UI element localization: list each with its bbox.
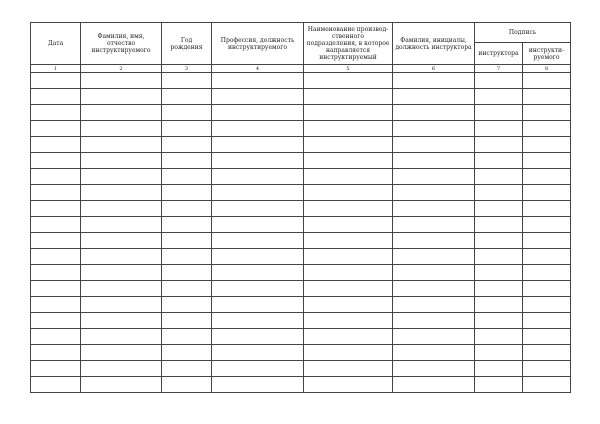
table-cell[interactable] — [393, 233, 475, 249]
header-subdivision: Наименование производ-ственного подразделения, в которое направляется инструктируемый — [304, 23, 393, 65]
table-cell[interactable] — [523, 249, 571, 265]
table-cell[interactable] — [393, 73, 475, 89]
table-cell[interactable] — [162, 313, 212, 329]
table-cell[interactable] — [162, 233, 212, 249]
table-cell[interactable] — [475, 281, 523, 297]
table-cell[interactable] — [393, 361, 475, 377]
table-cell[interactable] — [523, 89, 571, 105]
table-row — [31, 137, 571, 153]
table-cell[interactable] — [212, 217, 304, 233]
table-cell[interactable] — [81, 377, 162, 393]
table-row — [31, 377, 571, 393]
table-cell[interactable] — [523, 185, 571, 201]
table-cell[interactable] — [523, 201, 571, 217]
table-cell[interactable] — [31, 249, 81, 265]
header-trainee-name: Фамилия, имя, отчество инструктируемого — [81, 23, 162, 65]
table-cell[interactable] — [162, 121, 212, 137]
table-cell[interactable] — [212, 153, 304, 169]
table-cell[interactable] — [81, 249, 162, 265]
table-cell[interactable] — [31, 201, 81, 217]
table-cell[interactable] — [393, 89, 475, 105]
table-cell[interactable] — [393, 265, 475, 281]
table-cell[interactable] — [162, 281, 212, 297]
table-cell[interactable] — [212, 361, 304, 377]
table-row — [31, 281, 571, 297]
table-cell[interactable] — [475, 169, 523, 185]
table-cell[interactable] — [31, 185, 81, 201]
table-cell[interactable] — [475, 105, 523, 121]
column-number: 4 — [212, 65, 304, 73]
table-row — [31, 169, 571, 185]
table-cell[interactable] — [304, 361, 393, 377]
table-row — [31, 105, 571, 121]
table-cell[interactable] — [81, 329, 162, 345]
table-row — [31, 121, 571, 137]
table-cell[interactable] — [81, 265, 162, 281]
table-cell[interactable] — [475, 153, 523, 169]
table-cell[interactable] — [523, 105, 571, 121]
table-cell[interactable] — [475, 121, 523, 137]
table-cell[interactable] — [475, 73, 523, 89]
table-cell[interactable] — [31, 137, 81, 153]
table-cell[interactable] — [475, 345, 523, 361]
table-cell[interactable] — [393, 345, 475, 361]
table-cell[interactable] — [304, 121, 393, 137]
table-cell[interactable] — [393, 153, 475, 169]
table-cell[interactable] — [523, 361, 571, 377]
table-cell[interactable] — [304, 265, 393, 281]
table-cell[interactable] — [81, 153, 162, 169]
table-cell[interactable] — [475, 265, 523, 281]
table-cell[interactable] — [81, 233, 162, 249]
table-cell[interactable] — [304, 89, 393, 105]
table-cell[interactable] — [304, 233, 393, 249]
header-signature: Подпись — [475, 23, 571, 43]
table-cell[interactable] — [31, 313, 81, 329]
column-number: 8 — [523, 65, 571, 73]
table-cell[interactable] — [304, 313, 393, 329]
table-cell[interactable] — [212, 313, 304, 329]
table-cell[interactable] — [523, 233, 571, 249]
table-cell[interactable] — [523, 73, 571, 89]
table-cell[interactable] — [523, 297, 571, 313]
table-cell[interactable] — [212, 73, 304, 89]
table-cell[interactable] — [304, 137, 393, 153]
table-cell[interactable] — [523, 345, 571, 361]
table-cell[interactable] — [162, 73, 212, 89]
table-cell[interactable] — [393, 297, 475, 313]
column-number: 5 — [304, 65, 393, 73]
table-cell[interactable] — [31, 169, 81, 185]
table-cell[interactable] — [31, 233, 81, 249]
table-cell[interactable] — [81, 121, 162, 137]
table-cell[interactable] — [212, 201, 304, 217]
table-row — [31, 329, 571, 345]
table-cell[interactable] — [31, 345, 81, 361]
table-cell[interactable] — [81, 73, 162, 89]
table-cell[interactable] — [31, 281, 81, 297]
table-cell[interactable] — [81, 313, 162, 329]
table-cell[interactable] — [162, 249, 212, 265]
table-cell[interactable] — [475, 89, 523, 105]
table-cell[interactable] — [523, 169, 571, 185]
table-cell[interactable] — [304, 73, 393, 89]
table-cell[interactable] — [523, 121, 571, 137]
header-row-top — [31, 23, 571, 43]
table-cell[interactable] — [475, 201, 523, 217]
table-cell[interactable] — [475, 313, 523, 329]
table-row — [31, 233, 571, 249]
table-cell[interactable] — [393, 329, 475, 345]
table-cell[interactable] — [475, 297, 523, 313]
table-cell[interactable] — [393, 281, 475, 297]
table-cell[interactable] — [162, 201, 212, 217]
table-cell[interactable] — [523, 329, 571, 345]
table-cell[interactable] — [523, 153, 571, 169]
table-cell[interactable] — [162, 297, 212, 313]
header-birth-year: Год рождения — [162, 23, 212, 65]
table-cell[interactable] — [304, 153, 393, 169]
table-cell[interactable] — [81, 169, 162, 185]
table-cell[interactable] — [304, 217, 393, 233]
table-cell[interactable] — [212, 377, 304, 393]
table-cell[interactable] — [304, 169, 393, 185]
table-cell[interactable] — [81, 201, 162, 217]
table-cell[interactable] — [212, 89, 304, 105]
table-cell[interactable] — [162, 265, 212, 281]
header-profession: Профессия, должность инструктируемого — [212, 23, 304, 65]
journal-sheet — [30, 22, 570, 393]
table-cell[interactable] — [212, 329, 304, 345]
table-cell[interactable] — [162, 361, 212, 377]
column-number: 6 — [393, 65, 475, 73]
table-cell[interactable] — [31, 217, 81, 233]
header-signature-trainee: инструкти-руемого — [523, 43, 571, 65]
table-cell[interactable] — [475, 377, 523, 393]
table-cell[interactable] — [31, 329, 81, 345]
table-cell[interactable] — [212, 233, 304, 249]
table-cell[interactable] — [162, 329, 212, 345]
table-cell[interactable] — [304, 297, 393, 313]
table-row — [31, 265, 571, 281]
table-cell[interactable] — [81, 297, 162, 313]
table-cell[interactable] — [162, 377, 212, 393]
table-cell[interactable] — [31, 265, 81, 281]
table-cell[interactable] — [212, 297, 304, 313]
table-cell[interactable] — [523, 217, 571, 233]
table-cell[interactable] — [475, 329, 523, 345]
table-cell[interactable] — [304, 185, 393, 201]
table-cell[interactable] — [81, 361, 162, 377]
table-cell[interactable] — [393, 185, 475, 201]
header-signature-instructor: инструктора — [475, 43, 523, 65]
table-row — [31, 361, 571, 377]
table-cell[interactable] — [304, 105, 393, 121]
table-cell[interactable] — [31, 361, 81, 377]
table-cell[interactable] — [31, 153, 81, 169]
table-cell[interactable] — [212, 249, 304, 265]
table-cell[interactable] — [81, 89, 162, 105]
table-row — [31, 185, 571, 201]
table-cell[interactable] — [523, 281, 571, 297]
table-cell[interactable] — [162, 137, 212, 153]
table-cell[interactable] — [81, 217, 162, 233]
table-cell[interactable] — [393, 105, 475, 121]
column-number: 1 — [31, 65, 81, 73]
table-cell[interactable] — [393, 121, 475, 137]
table-cell[interactable] — [212, 265, 304, 281]
table-cell[interactable] — [523, 377, 571, 393]
table-cell[interactable] — [475, 217, 523, 233]
table-cell[interactable] — [212, 169, 304, 185]
table-cell[interactable] — [81, 345, 162, 361]
table-cell[interactable] — [212, 185, 304, 201]
table-row — [31, 297, 571, 313]
header-instructor-name: Фамилия, инициалы, должность инструктора — [393, 23, 475, 65]
table-row — [31, 313, 571, 329]
column-number-row — [31, 65, 571, 73]
table-cell[interactable] — [31, 105, 81, 121]
table-cell[interactable] — [475, 233, 523, 249]
table-cell[interactable] — [523, 313, 571, 329]
table-cell[interactable] — [162, 185, 212, 201]
table-cell[interactable] — [304, 281, 393, 297]
table-cell[interactable] — [304, 377, 393, 393]
table-cell[interactable] — [212, 105, 304, 121]
table-cell[interactable] — [81, 281, 162, 297]
table-cell[interactable] — [162, 153, 212, 169]
table-row — [31, 249, 571, 265]
table-cell[interactable] — [393, 137, 475, 153]
table-cell[interactable] — [31, 377, 81, 393]
table-cell[interactable] — [393, 201, 475, 217]
column-number: 3 — [162, 65, 212, 73]
log-body — [31, 73, 571, 393]
column-number: 7 — [475, 65, 523, 73]
table-row — [31, 73, 571, 89]
table-cell[interactable] — [162, 345, 212, 361]
table-cell[interactable] — [162, 105, 212, 121]
table-row — [31, 153, 571, 169]
table-cell[interactable] — [81, 137, 162, 153]
table-cell[interactable] — [31, 73, 81, 89]
table-cell[interactable] — [393, 217, 475, 233]
table-cell[interactable] — [212, 137, 304, 153]
table-cell[interactable] — [162, 217, 212, 233]
column-number: 2 — [81, 65, 162, 73]
table-cell[interactable] — [523, 265, 571, 281]
table-cell[interactable] — [475, 137, 523, 153]
header-date: Дата — [31, 23, 81, 65]
table-cell[interactable] — [304, 201, 393, 217]
table-cell[interactable] — [393, 169, 475, 185]
briefing-log-table — [30, 22, 571, 393]
table-cell[interactable] — [393, 377, 475, 393]
table-cell[interactable] — [31, 297, 81, 313]
table-cell[interactable] — [81, 105, 162, 121]
table-cell[interactable] — [304, 329, 393, 345]
table-cell[interactable] — [475, 185, 523, 201]
table-cell[interactable] — [212, 121, 304, 137]
table-row — [31, 217, 571, 233]
table-cell[interactable] — [162, 89, 212, 105]
table-cell[interactable] — [523, 137, 571, 153]
table-cell[interactable] — [393, 249, 475, 265]
table-cell[interactable] — [31, 89, 81, 105]
table-cell[interactable] — [31, 121, 81, 137]
table-row — [31, 201, 571, 217]
table-row — [31, 89, 571, 105]
table-cell[interactable] — [393, 313, 475, 329]
table-cell[interactable] — [212, 281, 304, 297]
table-cell[interactable] — [475, 361, 523, 377]
table-cell[interactable] — [212, 345, 304, 361]
table-cell[interactable] — [475, 249, 523, 265]
table-cell[interactable] — [162, 169, 212, 185]
table-cell[interactable] — [304, 345, 393, 361]
table-cell[interactable] — [304, 249, 393, 265]
table-cell[interactable] — [81, 185, 162, 201]
table-row — [31, 345, 571, 361]
